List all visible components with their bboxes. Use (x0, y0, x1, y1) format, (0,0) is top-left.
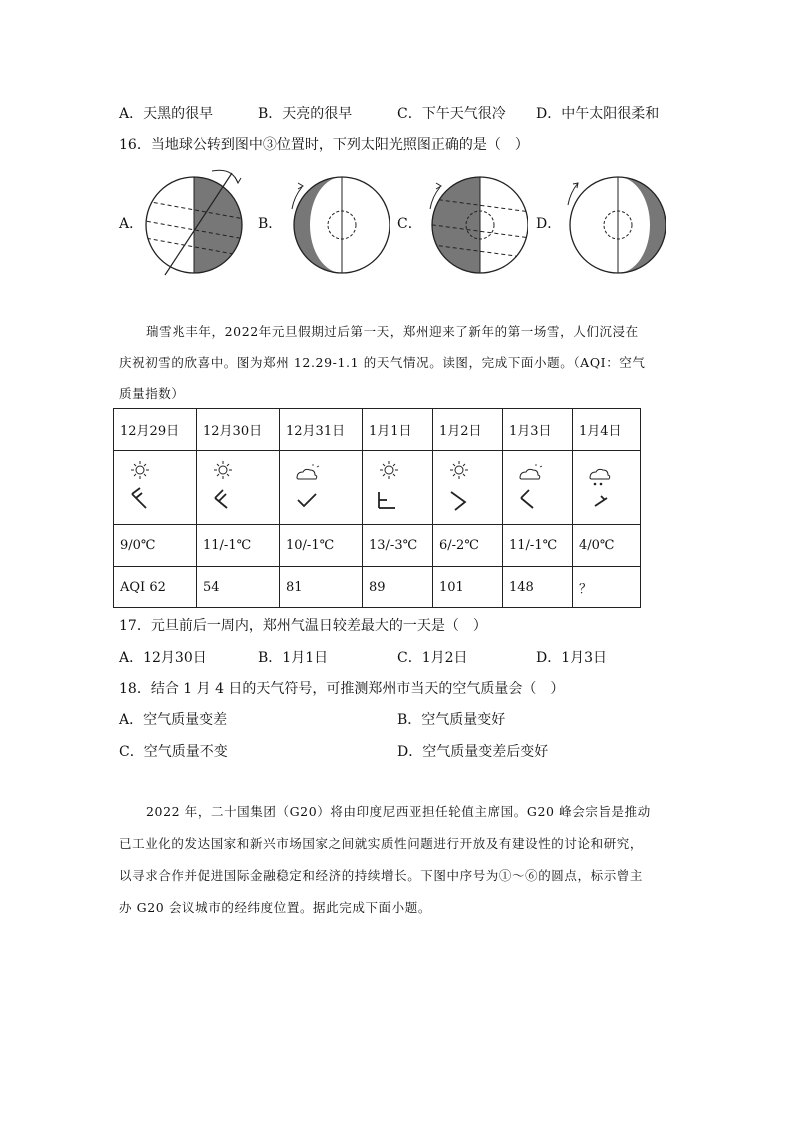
aqi-cell: 89 (363, 567, 433, 608)
date-cell: 1月1日 (363, 409, 433, 451)
date-cell: 1月2日 (433, 409, 503, 451)
passage1-line2: 庆祝初雪的欣喜中。图为郑州 12.29-1.1 的天气情况。读图，完成下面小题。（AQI：空气 (119, 355, 646, 370)
aqi-cell: ？ (573, 567, 641, 608)
weather-symbol-cell (503, 451, 573, 525)
weather-symbol-cell (197, 451, 280, 525)
temp-cell: 11/-1℃ (503, 525, 573, 567)
temp-cell: 11/-1℃ (197, 525, 280, 567)
temp-cell: 9/0℃ (114, 525, 197, 567)
q17-option-c: C．1月2日 (397, 650, 468, 666)
wind-barb-icon (595, 496, 607, 506)
passage2-line3: 以寻求合作并促进国际金融稳定和经济的持续增长。下图中序号为①～⑥的圆点，标示曾主 (119, 868, 644, 883)
globe-figure-c (418, 165, 528, 277)
date-cell: 12月29日 (114, 409, 197, 451)
q17-option-b: B．1月1日 (258, 650, 329, 666)
q15-option-c: C．下午天气很冷 (397, 106, 506, 122)
weather-symbol-cell (433, 451, 503, 525)
weather-symbol-cell (280, 451, 363, 525)
q16-stem: 16．当地球公转到图中③位置时，下列太阳光照图正确的是（ ） (119, 137, 529, 153)
q18-option-c: C．空气质量不变 (119, 744, 228, 760)
partly-cloudy-icon (286, 458, 326, 518)
q16-label-a: A． (119, 216, 144, 232)
q17-option-d: D．1月3日 (536, 650, 608, 666)
wind-barb-icon (215, 490, 227, 508)
passage1-line1: 瑞雪兆丰年，2022年元旦假期过后第一天，郑州迎来了新年的第一场雪，人们沉浸在 (146, 324, 639, 339)
q18-option-a: A．空气质量变差 (119, 712, 228, 728)
date-cell: 12月31日 (280, 409, 363, 451)
q18-stem: 18．结合 1 月 4 日的天气符号，可推测郑州市当天的空气质量会（ ） (119, 681, 565, 697)
sun-icon (369, 458, 409, 518)
date-cell: 1月4日 (573, 409, 641, 451)
q17-stem: 17．元旦前后一周内，郑州气温日较差最大的一天是（ ） (119, 618, 487, 634)
globe-figure-a (140, 165, 250, 277)
q16-label-d: D． (536, 216, 562, 232)
date-cell: 1月3日 (503, 409, 573, 451)
aqi-cell: 81 (280, 567, 363, 608)
temp-cell: 4/0℃ (573, 525, 641, 567)
wind-barb-icon (298, 494, 316, 506)
snow-cloud-icon (579, 458, 619, 518)
q18-option-d: D．空气质量变差后变好 (397, 744, 549, 760)
globe-figure-d (556, 165, 666, 277)
temp-cell: 10/-1℃ (280, 525, 363, 567)
q18-option-b: B．空气质量变好 (397, 712, 506, 728)
q15-option-a: A．天黑的很早 (119, 106, 214, 122)
weather-symbol-cell (114, 451, 197, 525)
sun-icon (120, 458, 160, 518)
q15-option-b: B．天亮的很早 (258, 106, 353, 122)
wind-barb-icon (451, 492, 465, 510)
partly-cloudy-icon (509, 458, 549, 518)
temp-cell: 13/-3℃ (363, 525, 433, 567)
passage1-line3: 质量指数） (119, 386, 185, 401)
sun-icon (439, 458, 479, 518)
aqi-cell: 54 (197, 567, 280, 608)
globe-figure-b (280, 165, 390, 277)
aqi-cell: AQI 62 (114, 567, 197, 608)
weather-symbol-cell (573, 451, 641, 525)
date-cell: 12月30日 (197, 409, 280, 451)
aqi-cell: 101 (433, 567, 503, 608)
q15-option-d: D．中午太阳很柔和 (536, 106, 660, 122)
passage2-line2: 已工业化的发达国家和新兴市场国家之间就实质性问题进行开放及有建设性的讨论和研究， (119, 836, 644, 851)
passage2-line4: 办 G20 会议城市的经纬度位置。据此完成下面小题。 (119, 900, 431, 915)
q17-option-a: A．12月30日 (119, 650, 207, 666)
temp-cell: 6/-2℃ (433, 525, 503, 567)
wind-barb-icon (521, 490, 533, 508)
sun-icon (203, 458, 243, 518)
passage2-line1: 2022 年，二十国集团（G20）将由印度尼西亚担任轮值主席国。G20 峰会宗旨是推动 (146, 804, 651, 819)
q16-label-b: B． (258, 216, 283, 232)
aqi-cell: 148 (503, 567, 573, 608)
weather-table (113, 408, 641, 608)
q16-label-c: C． (397, 216, 422, 232)
wind-barb-icon (379, 492, 395, 508)
wind-barb-icon (132, 488, 146, 508)
weather-symbol-cell (363, 451, 433, 525)
